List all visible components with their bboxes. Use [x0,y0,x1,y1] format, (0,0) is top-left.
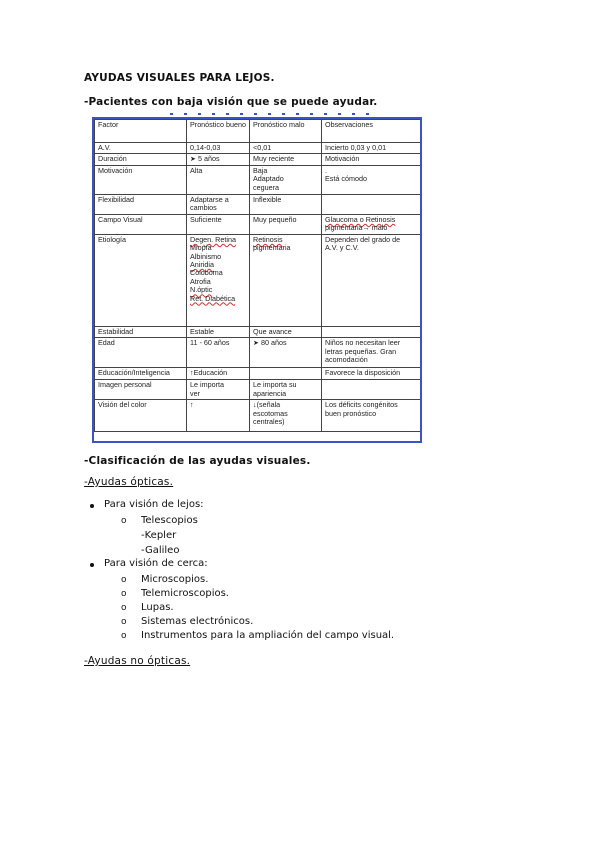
table-header-cell: Pronóstico bueno [187,120,250,143]
table-row [95,400,421,432]
list-item: Telescopios [141,515,198,526]
table-cell: Muy reciente [250,154,322,165]
table-cell: 11 - 60 años [187,338,250,368]
table-row [95,234,421,326]
table-cell: Duración [95,154,187,165]
table-cell: Inflexible [250,194,322,214]
far-vision-label: Para visión de lejos: [104,499,204,510]
bullet-dot-icon [90,563,94,567]
table-cell: Degen. Retina Miopía Albinismo Aniridia Coloboma Atrofia N.óptic Ret. Diabética [187,234,250,326]
table-cell: Le importa su apariencia [250,380,322,400]
table-row [95,380,421,400]
circle-bullet-icon: o [121,603,127,613]
table-cell: Edad [95,338,187,368]
table-cell: Etiología [95,234,187,326]
list-item: Microscopios. [141,574,209,585]
table-cell: Flexibilidad [95,194,187,214]
table-cell: A.V. [95,143,187,154]
table-cell: Los déficits congénitos buen pronóstico [322,400,421,432]
table-cell: Estable [187,326,250,337]
table-cell: Visión del color [95,400,187,432]
section-subtitle: -Pacientes con baja visión que se puede ayudar. [84,96,378,108]
table-row [95,368,421,380]
list-item: Instrumentos para la ampliación del campo visual. [141,630,395,641]
table-cell: Suficiente [187,214,250,234]
table-cell: ➤ 80 años [250,338,322,368]
table-cell: Le importa ver [187,380,250,400]
table-cell: <0,01 [250,143,322,154]
table-cell: Favorece la disposición [322,368,421,380]
table-cell: Campo Visual [95,214,187,234]
list-subitem: -Galileo [141,545,180,556]
table-row [95,154,421,165]
list-item: Sistemas electrónicos. [141,616,254,627]
table-header-cell: Pronóstico malo [250,120,322,143]
table-header-cell: Factor [95,120,187,143]
table-row [95,338,421,368]
table-header-row [95,120,421,143]
prognosis-table [94,119,421,432]
table-cell: Dependen del grado de A.V. y C.V. [322,234,421,326]
list-subitem: -Kepler [141,530,177,541]
prognosis-table-image [92,117,422,443]
table-cell: Que avance [250,326,322,337]
circle-bullet-icon: o [121,575,127,585]
list-item: Lupas. [141,602,174,613]
table-row [95,194,421,214]
table-cell: Adaptarse a cambios [187,194,250,214]
table-row [95,214,421,234]
circle-bullet-icon: o [121,617,127,627]
table-cell: Niños no necesitan leer letras pequeñas. Gran acomodación [322,338,421,368]
table-cell: Imagen personal [95,380,187,400]
table-cell [322,194,421,214]
circle-bullet-icon: o [121,589,127,599]
table-cell: Motivación [95,165,187,194]
circle-bullet-icon: o [121,631,127,641]
circle-bullet-icon: o [121,516,127,526]
table-row [95,143,421,154]
table-cell: Incierto 0,03 y 0,01 [322,143,421,154]
table-row [95,165,421,194]
page-title: AYUDAS VISUALES PARA LEJOS. [84,72,275,84]
optical-aids-heading: -Ayudas ópticas. [84,476,174,488]
table-row [95,326,421,337]
table-cell: Retinosis pigmentaria [250,234,322,326]
table-top-decoration [170,113,370,115]
table-cell: Motivación [322,154,421,165]
near-vision-label: Para visión de cerca: [104,558,208,569]
table-cell: Educación/Inteligencia [95,368,187,380]
table-cell: . Está cómodo [322,165,421,194]
table-cell: Muy pequeño [250,214,322,234]
list-item: Telemicroscopios. [141,588,229,599]
table-cell: Estabilidad [95,326,187,337]
table-header-cell: Observaciones [322,120,421,143]
table-cell: ↑ [187,400,250,432]
table-cell: Baja Adaptado ceguera [250,165,322,194]
table-cell: 0,14-0,03 [187,143,250,154]
bullet-dot-icon [90,504,94,508]
table-cell [322,326,421,337]
classification-heading: -Clasificación de las ayudas visuales. [84,455,311,467]
table-cell: ↑Educación [187,368,250,380]
table-cell: Alta [187,165,250,194]
table-cell: ➤ 5 años [187,154,250,165]
table-cell: ↓(señala escotomas centrales) [250,400,322,432]
non-optical-aids-heading: -Ayudas no ópticas. [84,655,191,667]
table-cell [322,380,421,400]
table-cell: Glaucoma o Retinosis pigmentaria→ malo [322,214,421,234]
table-cell [250,368,322,380]
